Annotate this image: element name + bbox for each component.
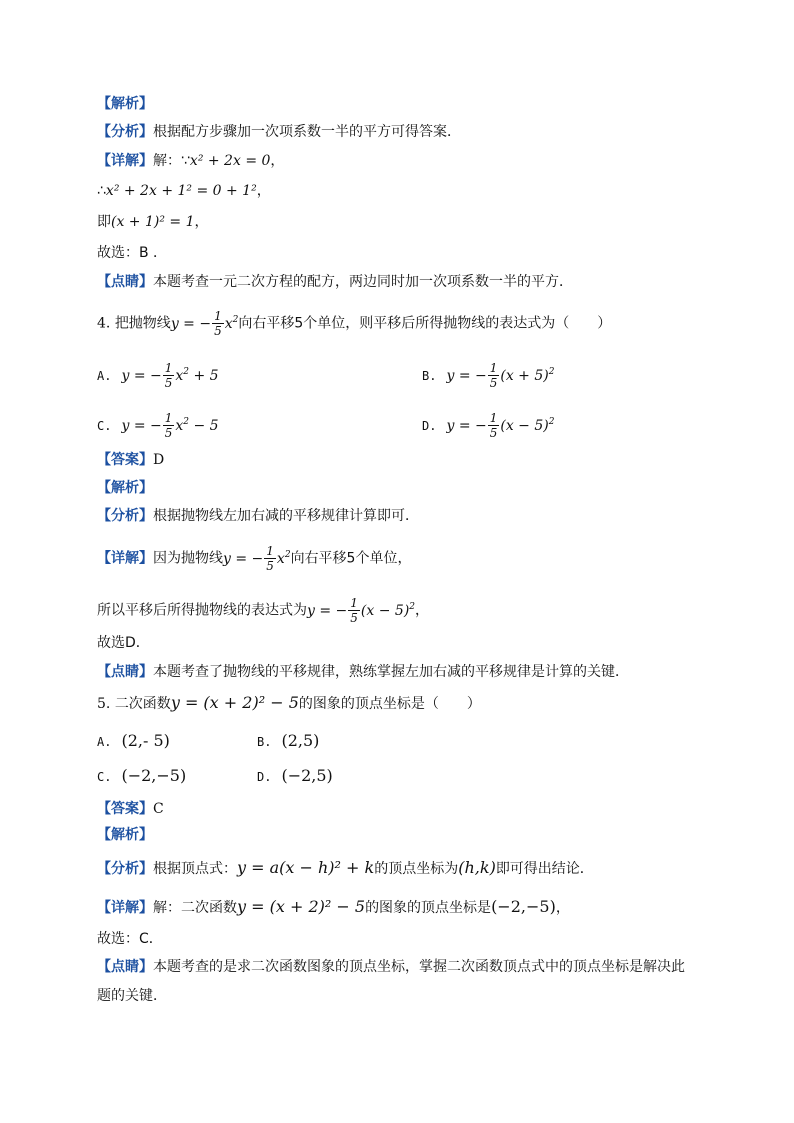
q5-jiexi-heading (97, 825, 153, 845)
q3-fenxi-text: 根据配方步骤加一次项系数一半的平方可得答案． (153, 124, 461, 140)
q4-answer-value: D (153, 452, 165, 468)
q4-option-c-expr: y = − $\frac{1}{5}$ $x^2 - 5$ (121, 411, 219, 440)
q4-stem-a: 把抛物线 (114, 315, 171, 332)
q5-stem-b: 的图象的顶点坐标是（ ） (298, 696, 481, 712)
option-label: C. (97, 770, 112, 784)
q5-option-a-expr: (2,- 5) (121, 731, 170, 750)
option-label: D. (422, 418, 437, 433)
xiangjie-tag: 【详解】 (97, 153, 153, 169)
q5-answer-value: C (153, 801, 164, 817)
q4-jiexi-heading (97, 478, 153, 498)
q5-dianjing-cont (97, 986, 167, 1006)
fenxi-tag: 【分析】 (97, 861, 153, 877)
daan-tag: 【答案】 (97, 452, 153, 468)
dianjing-tag: 【点睛】 (97, 274, 153, 290)
q5-dianjing-line2: 题的关键． (97, 988, 167, 1004)
q4-fenxi (97, 506, 419, 526)
q4-xiangjie-a: 因为抛物线 (153, 550, 223, 567)
q5-option-b-expr: (2,5) (281, 731, 320, 750)
q5-option-d[interactable] (257, 766, 333, 787)
q5-xiangjie-a: 解：二次函数 (153, 900, 237, 916)
q5-fenxi-c: 即可得出结论． (495, 861, 594, 877)
fenxi-tag: 【分析】 (97, 124, 153, 140)
jiexi-heading (97, 94, 153, 114)
q5-option-d-expr: (−2,5) (281, 766, 333, 785)
q5-xiangjie-point: (−2,−5) (491, 897, 556, 916)
q4-gu-xuan (97, 633, 150, 653)
daan-tag: 【答案】 (97, 801, 153, 817)
q5-xiangjie-c: ， (555, 900, 570, 916)
q4-xiangjie-b: 向右平移5个单位， (290, 550, 412, 567)
q5-fenxi-a: 根据顶点式： (153, 861, 237, 877)
q4-suoyi-a: 所以平移后所得抛物线的表达式为 (97, 602, 307, 619)
q4-stem-b: 向右平移5个单位，则平移后所得抛物线的表达式为（ ） (238, 315, 612, 332)
q5-option-c-expr: (−2,−5) (121, 766, 187, 785)
q3-ji-line: 即(x + 1)² = 1， (97, 214, 209, 230)
q4-number: 4. (97, 315, 111, 332)
q3-xiangjie: 【详解】解：∵x² + 2x = 0， (97, 153, 285, 169)
q5-option-b[interactable] (257, 731, 319, 752)
option-label: B. (422, 368, 437, 383)
therefore-symbol: ∴ (97, 183, 106, 199)
q5-dianjing (97, 957, 685, 977)
q4-option-b[interactable] (422, 361, 554, 390)
jiexi-tag: 【解析】 (97, 827, 153, 843)
q5-stem-a: 二次函数 (114, 696, 171, 712)
q4-xiangjie (97, 544, 411, 573)
option-label: C. (97, 418, 112, 433)
q4-dianjing (97, 662, 629, 682)
q5-number: 5. (97, 696, 111, 712)
q5-fenxi-b: 的顶点坐标为 (374, 861, 459, 877)
q4-option-b-expr: y = − $\frac{1}{5}$ $(x + 5)^2$ (446, 361, 555, 390)
xiangjie-tag: 【详解】 (97, 900, 153, 916)
q5-xiangjie-b: 的图象的顶点坐标是 (365, 900, 492, 916)
q5-dianjing-line1: 本题考查的是求二次函数图象的顶点坐标，掌握二次函数顶点式中的顶点坐标是解决此 (153, 959, 685, 975)
q4-suoyi-formula: y = − $\frac{1}{5}$ $(x - 5)^2$ (307, 596, 416, 625)
option-label: D. (257, 770, 272, 784)
option-label: A. (97, 368, 112, 383)
q5-stem-equation: y = (x + 2)² − 5 (170, 693, 299, 712)
dianjing-tag: 【点睛】 (97, 959, 153, 975)
q4-fenxi-text: 根据抛物线左加右减的平移规律计算即可． (153, 508, 419, 524)
q4-option-c[interactable] (97, 411, 219, 440)
q5-stem (97, 693, 481, 714)
q3-therefore-equation: x² + 2x + 1² = 0 + 1² (105, 183, 257, 199)
q5-xiangjie (97, 897, 570, 918)
q3-therefore-line: ∴x² + 2x + 1² = 0 + 1²， (97, 183, 271, 199)
q4-option-d-expr: y = − $\frac{1}{5}$ $(x - 5)^2$ (446, 411, 555, 440)
q4-option-a-expr: y = − $\frac{1}{5}$ $x^2 + 5$ (121, 361, 219, 390)
q5-answer (97, 799, 164, 819)
q4-dianjing-text: 本题考查了抛物线的平移规律，熟练掌握左加右减的平移规律是计算的关键． (153, 664, 629, 680)
q5-xiangjie-equation: y = (x + 2)² − 5 (237, 897, 366, 916)
q4-answer (97, 450, 164, 470)
q4-stem-formula: y = − $\frac{1}{5}$ $x^2$ (170, 309, 239, 338)
q3-dianjing (97, 272, 573, 292)
q5-option-c[interactable] (97, 766, 186, 787)
q5-gu-xuan (97, 929, 163, 949)
q5-fenxi (97, 858, 594, 879)
fraction: $\frac{1}{5}$ (214, 309, 222, 338)
q4-stem (97, 309, 611, 338)
q3-fenxi (97, 122, 461, 142)
q5-fenxi-equation: y = a(x − h)² + k (237, 858, 375, 877)
dianjing-tag: 【点睛】 (97, 664, 153, 680)
q4-suoyi-b: ， (415, 602, 430, 619)
q4-option-a[interactable] (97, 361, 219, 390)
jiexi-tag: 【解析】 (97, 480, 153, 496)
q3-gu-xuan-text: 故选：B ． (97, 245, 168, 261)
jiexi-tag: 【解析】 (97, 96, 153, 112)
q4-xiangjie-formula: y = − $\frac{1}{5}$ $x^2$ (223, 544, 291, 573)
q5-option-a[interactable] (97, 731, 170, 752)
q3-ji-equation: (x + 1)² = 1 (111, 214, 195, 230)
q5-fenxi-point: (h,k) (458, 858, 496, 877)
q4-option-d[interactable] (422, 411, 554, 440)
option-label: B. (257, 735, 272, 749)
q3-because-equation: x² + 2x = 0 (189, 153, 271, 169)
q5-gu-xuan-text: 故选：C． (97, 931, 163, 947)
xiangjie-tag: 【详解】 (97, 550, 153, 567)
q4-suoyi (97, 596, 429, 625)
fenxi-tag: 【分析】 (97, 508, 153, 524)
option-label: A. (97, 735, 112, 749)
q3-xiangjie-prefix: 解：∵ (153, 153, 190, 169)
q3-gu-xuan (97, 243, 167, 263)
ji-prefix: 即 (97, 214, 111, 230)
q3-dianjing-text: 本题考查一元二次方程的配方，两边同时加一次项系数一半的平方． (153, 274, 573, 290)
q4-gu-xuan-text: 故选D． (97, 635, 150, 651)
